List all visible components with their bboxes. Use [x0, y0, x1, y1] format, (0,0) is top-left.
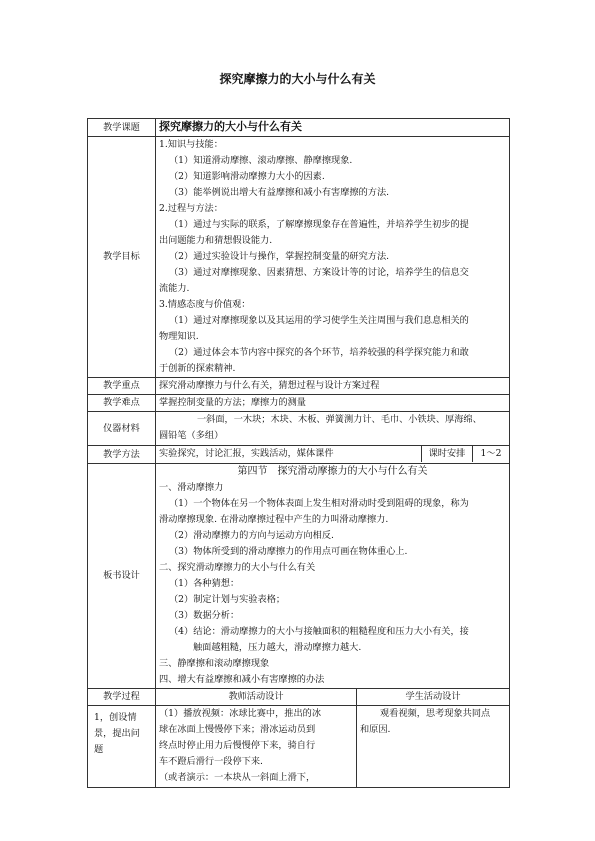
teacher-line: 终点时停止用力后慢慢停下来，骑自行 [159, 740, 316, 751]
label-topic: 教学课题 [88, 119, 156, 137]
board-line: 二、探究滑动摩擦力的大小与什么有关 [159, 562, 316, 573]
row-key-points [88, 378, 510, 395]
label-process: 教学过程 [88, 689, 156, 706]
teacher-activity [156, 706, 357, 788]
objective-line: （1）知道滑动摩擦、滚动摩擦、静摩擦现象. [169, 155, 353, 166]
label-methods: 教学方法 [88, 446, 156, 464]
objective-line: （2）通过体会本节内容中探究的各个环节，培养较强的科学探究能力和敢 [169, 347, 469, 358]
objective-line: （2）通过实验设计与操作，掌握控制变量的研究方法. [169, 251, 390, 262]
row-objectives [88, 137, 510, 378]
row-difficulties [88, 395, 510, 412]
topic-value [156, 119, 510, 137]
document-title: 探究摩擦力的大小与什么有关 [219, 72, 376, 86]
objectives-content [156, 137, 510, 378]
objective-line: 1.知识与技能： [159, 139, 223, 150]
board-line: （1）各种猜想： [169, 578, 240, 589]
row-methods [88, 446, 510, 464]
board-line: 四、增大有益摩擦和减小有害摩擦的办法 [159, 674, 325, 685]
hours-label: 课时安排 [421, 446, 473, 462]
board-line: 三、静摩擦和滚动摩擦现象 [159, 658, 270, 669]
key-points-value: 探究滑动摩擦力与什么有关，猜想过程与设计方案过程 [156, 378, 510, 395]
equipment-value [156, 412, 510, 446]
objective-line: 3.情感态度与价值观： [159, 299, 251, 310]
board-line: （3）物体所受到的滑动摩擦力的作用点可画在物体重心上. [169, 546, 408, 557]
objective-line: （1）通过与实际的联系，了解摩擦现象存在普遍性，并培养学生初步的提 [169, 219, 469, 230]
board-line: 滑动摩擦现象. 在滑动摩擦过程中产生的力叫滑动摩擦力. [159, 514, 389, 525]
label-difficulties: 教学难点 [88, 395, 156, 412]
objective-line: 流能力. [159, 283, 190, 294]
teacher-line: （1）播放视频：冰球比赛中，推出的冰 [159, 708, 322, 719]
equipment-line: 圆铅笔（多组） [159, 430, 224, 441]
methods-cell [156, 446, 510, 464]
teacher-header: 教师活动设计 [156, 689, 357, 706]
objective-line: （2）知道影响滑动摩擦力大小的因素. [169, 171, 325, 182]
board-heading: 第四节 探究滑动摩擦力的大小与什么有关 [237, 466, 428, 477]
board-line: （4）结论：滑动摩擦力的大小与接触面积的粗糙程度和压力大小有关，接 [169, 626, 469, 637]
teacher-line: （或者演示：一本块从一斜面上滑下， [159, 772, 316, 783]
step-label: 1，创设情景，提出问题 [94, 712, 140, 755]
objective-line: 于创新的探索精神. [159, 363, 236, 374]
hours-value: 1～2 [480, 448, 502, 459]
teacher-line: 球在冰面上慢慢停下来；滑冰运动员到 [159, 724, 316, 735]
lesson-plan-table [87, 118, 510, 788]
board-line: （2）制定计划与实验表格； [169, 594, 286, 605]
board-line: 触面越粗糙，压力越大，滑动摩擦力越大. [193, 642, 362, 653]
objective-line: 2.过程与方法： [159, 203, 223, 214]
board-line: 一、滑动摩擦力 [159, 482, 224, 493]
row-topic [88, 119, 510, 137]
objective-line: 物理知识. [159, 331, 199, 342]
label-key-points: 教学重点 [88, 378, 156, 395]
row-process-step [88, 706, 510, 788]
label-board: 板书设计 [88, 464, 156, 689]
objective-line: （1）通过对摩擦现象以及其运用的学习使学生关注周围与我们息息相关的 [169, 315, 469, 326]
objective-line: （3）通过对摩擦现象、因素猜想、方案设计等的讨论，培养学生的信息交 [169, 267, 469, 278]
board-line: （2）滑动摩擦力的方向与运动方向相反. [169, 530, 334, 541]
teacher-line: 车不蹬后滑行一段停下来. [159, 756, 263, 767]
objective-line: 出问题能力和猜想假设能力. [159, 235, 273, 246]
student-activity [357, 706, 510, 788]
methods-value: 实验探究，讨论汇报，实践活动，媒体课件 [159, 448, 334, 459]
board-line: （1）一个物体在另一个物体表面上发生相对滑动时受到阻碍的现象，称为 [169, 498, 469, 509]
row-equipment [88, 412, 510, 446]
student-line: 和原因. [360, 724, 391, 735]
label-objectives: 教学目标 [88, 137, 156, 378]
topic-text: 探究摩擦力的大小与什么有关 [159, 120, 302, 133]
board-content [156, 464, 510, 689]
row-process-header [88, 689, 510, 706]
student-line: 观看视频，思考现象共同点 [380, 708, 491, 719]
label-equipment: 仪器材料 [88, 412, 156, 446]
step-label-cell [88, 706, 156, 788]
row-board [88, 464, 510, 689]
board-line: （3）数据分析： [169, 610, 240, 621]
student-header: 学生活动设计 [357, 689, 510, 706]
objective-line: （3）能举例说出增大有益摩擦和减小有害摩擦的方法. [169, 187, 390, 198]
difficulties-value: 掌握控制变量的方法；摩擦力的测量 [156, 395, 510, 412]
equipment-line: 一斜面，一木块；木块、木板、弹簧测力计、毛巾、小铁块、厚海绵、 [197, 414, 482, 425]
